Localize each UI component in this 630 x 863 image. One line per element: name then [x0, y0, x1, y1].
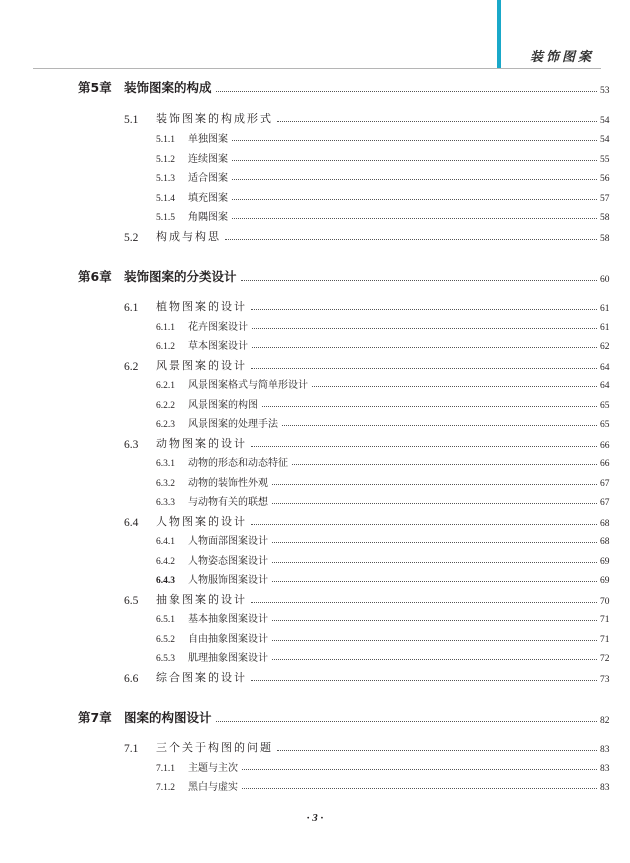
entry-number: 6.5	[124, 595, 139, 607]
entry-number: 7.1	[124, 743, 139, 755]
entry-page: 69	[600, 576, 610, 586]
leader-dots	[242, 787, 597, 789]
toc-subsection-row[interactable]	[0, 186, 630, 204]
entry-title: 风景图案的设计	[156, 359, 247, 372]
leader-dots	[232, 159, 597, 161]
leader-dots	[272, 502, 597, 504]
entry-number: 6.3.1	[156, 459, 175, 469]
entry-page: 83	[600, 764, 610, 774]
toc-section-row[interactable]	[0, 511, 630, 529]
toc-subsection-row[interactable]	[0, 147, 630, 165]
entry-page: 83	[600, 745, 610, 755]
entry-number: 5.1.1	[156, 135, 175, 145]
leader-dots	[252, 346, 597, 348]
toc-subsection-row[interactable]	[0, 568, 630, 586]
entry-number: 5.1.5	[156, 213, 175, 223]
toc-subsection-row[interactable]	[0, 471, 630, 489]
leader-dots	[272, 658, 597, 660]
leader-dots	[251, 523, 597, 525]
leader-dots	[272, 639, 597, 641]
entry-title: 适合图案	[188, 173, 228, 184]
entry-page: 57	[600, 194, 610, 204]
entry-title: 构成与构思	[156, 230, 221, 243]
entry-page: 66	[600, 441, 610, 451]
toc-subsection-row[interactable]	[0, 607, 630, 625]
toc-subsection-row[interactable]	[0, 205, 630, 223]
entry-number: 6.1	[124, 302, 139, 314]
entry-number: 7.1.1	[156, 764, 175, 774]
toc-subsection-row[interactable]	[0, 549, 630, 567]
entry-number: 5.1	[124, 114, 139, 126]
toc-subsection-row[interactable]	[0, 127, 630, 145]
leader-dots	[251, 679, 597, 681]
entry-number: 5.1.2	[156, 155, 175, 165]
entry-page: 65	[600, 420, 610, 430]
entry-page: 60	[600, 275, 610, 285]
entry-page: 68	[600, 519, 610, 529]
entry-number: 第6章	[78, 269, 112, 284]
leader-dots	[251, 601, 597, 603]
entry-number: 5.1.4	[156, 194, 175, 204]
entry-number: 6.2.1	[156, 381, 175, 391]
leader-dots	[312, 385, 597, 387]
entry-number: 6.1.2	[156, 342, 175, 352]
entry-page: 54	[600, 116, 610, 126]
leader-dots	[252, 327, 597, 329]
entry-title: 黑白与虚实	[188, 782, 238, 793]
leader-dots	[272, 580, 597, 582]
toc-subsection-row[interactable]	[0, 646, 630, 664]
running-header-title: 装饰图案	[529, 50, 594, 65]
entry-page: 65	[600, 401, 610, 411]
toc-subsection-row[interactable]	[0, 490, 630, 508]
entry-page: 53	[600, 86, 610, 96]
leader-dots	[282, 424, 597, 426]
entry-page: 69	[600, 557, 610, 567]
leader-dots	[225, 238, 597, 240]
entry-title: 综合图案的设计	[156, 671, 247, 684]
leader-dots	[272, 619, 597, 621]
entry-title: 装饰图案的构成形式	[156, 112, 273, 125]
toc-subsection-row[interactable]	[0, 529, 630, 547]
entry-title: 动物的形态和动态特征	[188, 458, 288, 469]
toc-chapter-row[interactable]	[0, 78, 630, 96]
leader-dots	[232, 178, 597, 180]
entry-number: 第7章	[78, 710, 112, 725]
entry-page: 68	[600, 537, 610, 547]
toc-subsection-row[interactable]	[0, 627, 630, 645]
toc-section-row[interactable]	[0, 355, 630, 373]
entry-number: 5.1.3	[156, 174, 175, 184]
entry-title: 花卉图案设计	[188, 322, 248, 333]
entry-title: 人物服饰图案设计	[188, 575, 268, 586]
entry-title: 草本图案设计	[188, 341, 248, 352]
entry-page: 61	[600, 304, 610, 314]
entry-page: 73	[600, 675, 610, 685]
entry-title: 角隅图案	[188, 212, 228, 223]
entry-number: 5.2	[124, 232, 139, 244]
entry-page: 61	[600, 323, 610, 333]
entry-page: 54	[600, 135, 610, 145]
entry-number: 6.2	[124, 361, 139, 373]
leader-dots	[292, 463, 597, 465]
entry-title: 风景图案格式与简单形设计	[188, 380, 308, 391]
toc-chapter-row[interactable]	[0, 267, 630, 285]
entry-title: 风景图案的处理手法	[188, 419, 278, 430]
entry-title: 装饰图案的分类设计	[124, 269, 237, 284]
entry-number: 6.3	[124, 439, 139, 451]
entry-page: 67	[600, 498, 610, 508]
entry-page: 67	[600, 479, 610, 489]
toc-subsection-row[interactable]	[0, 393, 630, 411]
page-number: · 3 ·	[306, 812, 324, 824]
entry-page: 66	[600, 459, 610, 469]
entry-title: 肌理抽象图案设计	[188, 653, 268, 664]
entry-number: 6.3.3	[156, 498, 175, 508]
leader-dots	[241, 279, 597, 281]
toc-subsection-row[interactable]	[0, 166, 630, 184]
entry-page: 56	[600, 174, 610, 184]
entry-number: 6.2.3	[156, 420, 175, 430]
entry-title: 植物图案的设计	[156, 300, 247, 313]
entry-page: 82	[600, 716, 610, 726]
entry-title: 风景图案的构图	[188, 400, 258, 411]
entry-title: 抽象图案的设计	[156, 593, 247, 606]
entry-title: 与动物有关的联想	[188, 497, 268, 508]
toc-subsection-row[interactable]	[0, 373, 630, 391]
entry-number: 6.1.1	[156, 323, 175, 333]
leader-dots	[251, 367, 597, 369]
leader-dots	[216, 90, 597, 92]
leader-dots	[262, 405, 597, 407]
entry-title: 人物姿态图案设计	[188, 556, 268, 567]
toc-subsection-row[interactable]	[0, 315, 630, 333]
entry-title: 人物面部图案设计	[188, 536, 268, 547]
leader-dots	[272, 541, 597, 543]
entry-page: 58	[600, 213, 610, 223]
entry-title: 填充图案	[188, 193, 228, 204]
toc-subsection-row[interactable]	[0, 756, 630, 774]
leader-dots	[277, 749, 597, 751]
entry-number: 6.4.3	[156, 576, 175, 586]
entry-page: 64	[600, 363, 610, 373]
entry-page: 55	[600, 155, 610, 165]
toc-section-row[interactable]	[0, 433, 630, 451]
entry-title: 图案的构图设计	[124, 710, 212, 725]
toc-section-row[interactable]	[0, 589, 630, 607]
entry-page: 83	[600, 783, 610, 793]
entry-title: 动物图案的设计	[156, 437, 247, 450]
leader-dots	[277, 120, 597, 122]
entry-title: 装饰图案的构成	[124, 80, 212, 95]
entry-title: 自由抽象图案设计	[188, 634, 268, 645]
entry-page: 64	[600, 381, 610, 391]
leader-dots	[251, 445, 597, 447]
entry-number: 6.4.2	[156, 557, 175, 567]
entry-number: 6.4.1	[156, 537, 175, 547]
entry-title: 三个关于构图的问题	[156, 741, 273, 754]
entry-title: 动物的装饰性外观	[188, 478, 268, 489]
header-rule	[33, 68, 601, 69]
entry-number: 6.6	[124, 673, 139, 685]
entry-number: 6.4	[124, 517, 139, 529]
toc-section-row[interactable]	[0, 296, 630, 314]
toc-subsection-row[interactable]	[0, 451, 630, 469]
toc-subsection-row[interactable]	[0, 334, 630, 352]
entry-number: 6.3.2	[156, 479, 175, 489]
entry-page: 70	[600, 597, 610, 607]
entry-page: 71	[600, 615, 610, 625]
entry-number: 第5章	[78, 80, 112, 95]
entry-number: 7.1.2	[156, 783, 175, 793]
toc-section-row[interactable]	[0, 737, 630, 755]
leader-dots	[272, 561, 597, 563]
leader-dots	[272, 483, 597, 485]
entry-title: 连续图案	[188, 154, 228, 165]
entry-title: 单独图案	[188, 134, 228, 145]
toc-section-row[interactable]	[0, 667, 630, 685]
entry-page: 58	[600, 234, 610, 244]
toc-section-row[interactable]	[0, 108, 630, 126]
leader-dots	[232, 217, 597, 219]
entry-page: 62	[600, 342, 610, 352]
entry-number: 6.5.2	[156, 635, 175, 645]
entry-page: 71	[600, 635, 610, 645]
toc-section-row[interactable]	[0, 226, 630, 244]
leader-dots	[242, 768, 597, 770]
toc-subsection-row[interactable]	[0, 775, 630, 793]
toc-subsection-row[interactable]	[0, 412, 630, 430]
entry-page: 72	[600, 654, 610, 664]
leader-dots	[232, 198, 597, 200]
entry-number: 6.2.2	[156, 401, 175, 411]
leader-dots	[251, 308, 597, 310]
entry-number: 6.5.1	[156, 615, 175, 625]
entry-title: 基本抽象图案设计	[188, 614, 268, 625]
entry-title: 人物图案的设计	[156, 515, 247, 528]
leader-dots	[216, 720, 597, 722]
entry-title: 主题与主次	[188, 763, 238, 774]
header-accent-bar	[497, 0, 501, 68]
entry-number: 6.5.3	[156, 654, 175, 664]
toc-chapter-row[interactable]	[0, 708, 630, 726]
leader-dots	[232, 139, 597, 141]
